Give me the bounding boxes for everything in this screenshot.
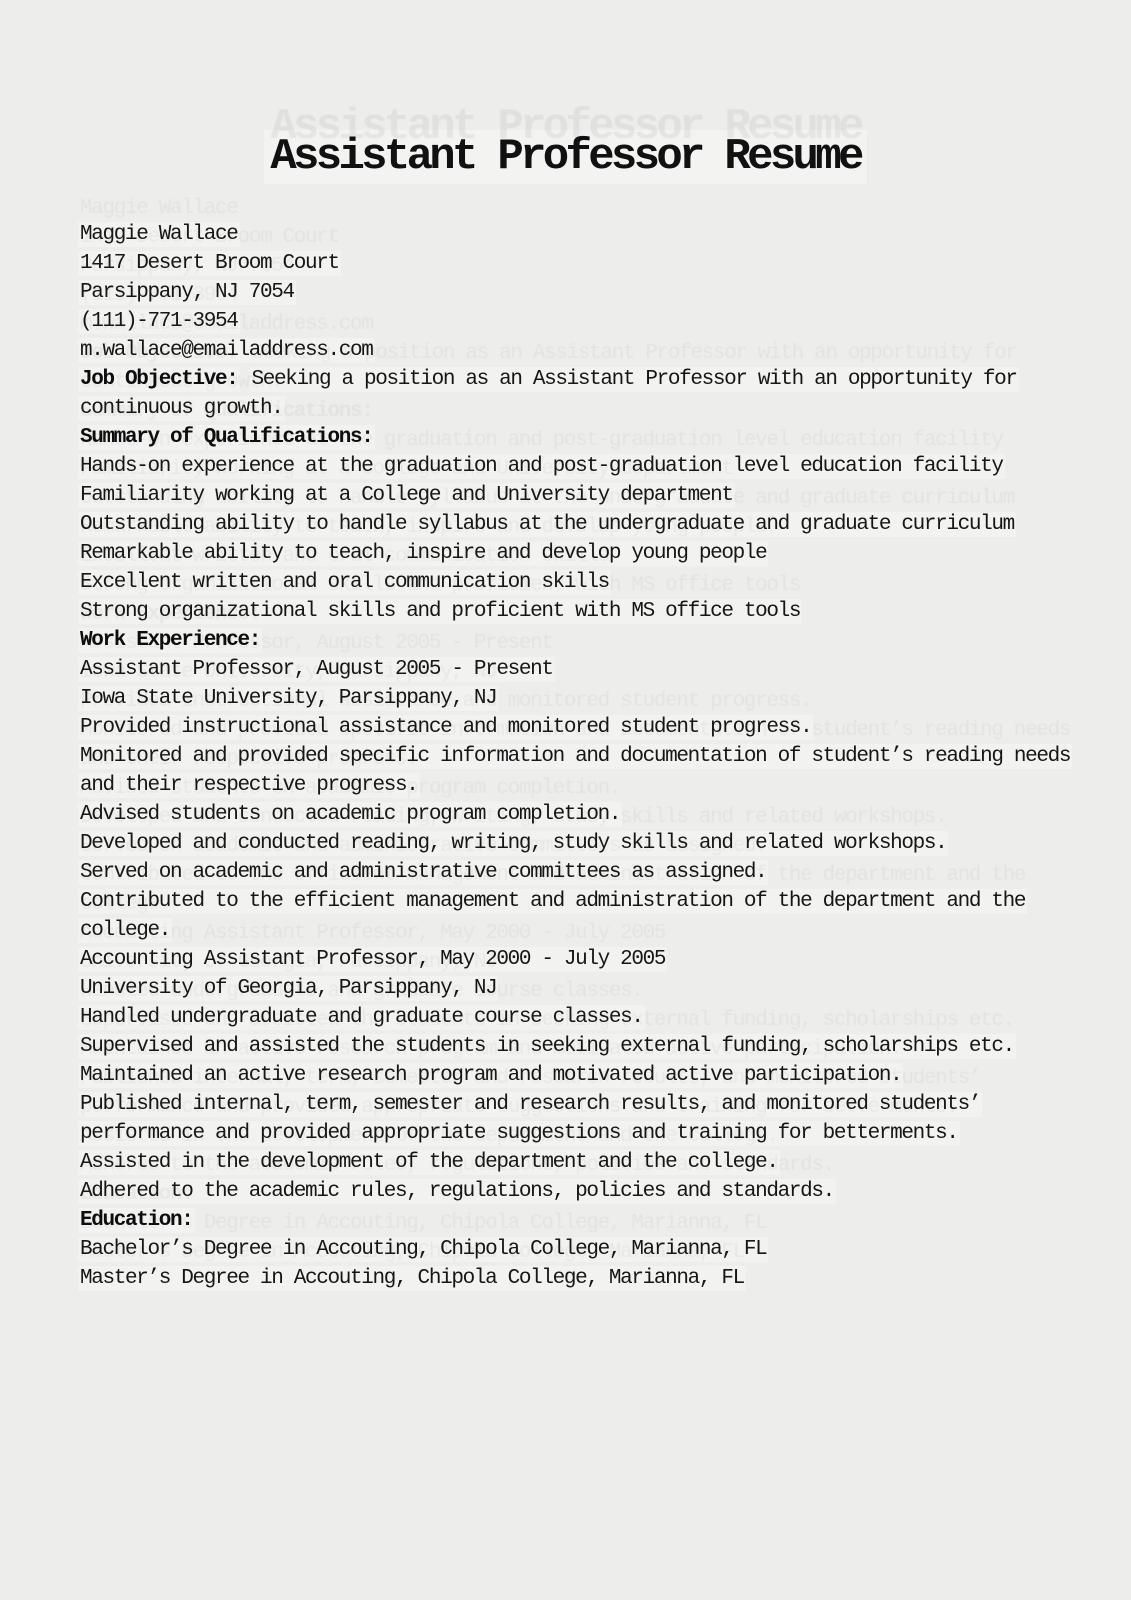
page-title: Assistant Professor Resume — [264, 130, 866, 184]
job-duty — [78, 887, 1091, 916]
job-duty — [78, 771, 1091, 800]
contact-phone: (111)-771-3954 — [80, 310, 238, 333]
section-qualifications — [78, 423, 1091, 626]
job-title-line — [78, 945, 1091, 974]
education-heading-line — [78, 1206, 1091, 1235]
job-duty-text: Advised students on academic program completion. — [80, 803, 621, 826]
contact-phone-line — [78, 307, 1091, 336]
job-entry — [78, 655, 1091, 945]
job-title: Assistant Professor, August 2005 - Present — [80, 658, 553, 681]
job-duty — [78, 1119, 1091, 1148]
job-title: Accounting Assistant Professor, May 2000 - July 2005 — [80, 948, 666, 971]
job-organization: University of Georgia, Parsippany, NJ — [80, 977, 497, 1000]
job-duty — [78, 742, 1091, 771]
job-duty-text: Adhered to the academic rules, regulations, policies and standards. — [80, 1180, 834, 1203]
job-duty-text: Developed and conducted reading, writing, study skills and related workshops. — [80, 832, 947, 855]
qualification-item — [78, 481, 1091, 510]
job-organization: Iowa State University, Parsippany, NJ — [80, 687, 497, 710]
job-organization-line — [78, 974, 1091, 1003]
qualification-item — [78, 597, 1091, 626]
job-duty — [78, 1090, 1091, 1119]
contact-name: Maggie Wallace — [80, 223, 238, 246]
objective-label: Job Objective: — [80, 368, 238, 391]
job-duty — [78, 713, 1091, 742]
objective-line-2 — [78, 394, 1091, 423]
job-duty — [78, 829, 1091, 858]
education-degree-text: Master’s Degree in Accouting, Chipola College, Marianna, FL — [80, 1267, 744, 1290]
qualification-text: Outstanding ability to handle syllabus at the undergraduate and graduate curriculum — [80, 513, 1014, 536]
contact-email-line — [78, 336, 1091, 365]
job-duty — [78, 858, 1091, 887]
resume-body — [0, 220, 1131, 1293]
experience-heading: Work Experience: — [80, 629, 261, 652]
job-duty-text: Supervised and assisted the students in seeking external funding, scholarships etc. — [80, 1035, 1014, 1058]
title-area — [0, 0, 1131, 184]
job-duty-text: Maintained an active research program and motivated active participation. — [80, 1064, 902, 1087]
objective-text-2: continuous growth. — [80, 397, 283, 420]
contact-name-line — [78, 220, 1091, 249]
qualification-item — [78, 452, 1091, 481]
contact-city-line — [78, 278, 1091, 307]
contact-block — [78, 220, 1091, 365]
job-duty — [78, 1148, 1091, 1177]
qualifications-heading: Summary of Qualifications: — [80, 426, 373, 449]
contact-street-line — [78, 249, 1091, 278]
contact-email: m.wallace@emailaddress.com — [80, 339, 373, 362]
job-duty-text: Contributed to the efficient management and administration of the department and the — [80, 890, 1026, 913]
education-heading: Education: — [80, 1209, 193, 1232]
section-objective — [78, 365, 1091, 423]
job-duty — [78, 916, 1091, 945]
job-duty — [78, 1003, 1091, 1032]
education-degree — [78, 1235, 1091, 1264]
qualification-item — [78, 568, 1091, 597]
qualification-text: Hands-on experience at the graduation and post-graduation level education facility — [80, 455, 1003, 478]
education-degree — [78, 1264, 1091, 1293]
qualification-text: Excellent written and oral communication skills — [80, 571, 609, 594]
job-duty-text: college. — [80, 919, 171, 942]
objective-line-1 — [78, 365, 1091, 394]
job-duty-text: Provided instructional assistance and monitored student progress. — [80, 716, 812, 739]
job-title-line — [78, 655, 1091, 684]
contact-street: 1417 Desert Broom Court — [80, 252, 339, 275]
qualification-item — [78, 510, 1091, 539]
qualification-text: Remarkable ability to teach, inspire and develop young people — [80, 542, 767, 565]
section-education — [78, 1206, 1091, 1293]
contact-city-state-zip: Parsippany, NJ 7054 — [80, 281, 294, 304]
job-entry — [78, 945, 1091, 1206]
job-duty-text: Assisted in the development of the department and the college. — [80, 1151, 778, 1174]
qualification-item — [78, 539, 1091, 568]
job-duty-text: Served on academic and administrative committees as assigned. — [80, 861, 767, 884]
job-duty-text: Published internal, term, semester and research results, and monitored students’ — [80, 1093, 981, 1116]
qualifications-heading-line — [78, 423, 1091, 452]
job-duty — [78, 800, 1091, 829]
objective-text-1: Seeking a position as an Assistant Professor with an opportunity for — [251, 368, 1017, 391]
job-duty-text: Handled undergraduate and graduate course classes. — [80, 1006, 643, 1029]
qualification-text: Strong organizational skills and proficient with MS office tools — [80, 600, 801, 623]
experience-heading-line — [78, 626, 1091, 655]
section-experience — [78, 626, 1091, 1206]
job-duty-text: performance and provided appropriate suggestions and training for betterments. — [80, 1122, 958, 1145]
job-duty — [78, 1032, 1091, 1061]
job-duty-text: Monitored and provided specific information and documentation of student’s reading needs — [80, 745, 1071, 768]
job-organization-line — [78, 684, 1091, 713]
education-degree-text: Bachelor’s Degree in Accouting, Chipola College, Marianna, FL — [80, 1238, 767, 1261]
job-duty — [78, 1177, 1091, 1206]
qualification-text: Familiarity working at a College and University department — [80, 484, 733, 507]
job-duty — [78, 1061, 1091, 1090]
job-duty-text: and their respective progress. — [80, 774, 418, 797]
